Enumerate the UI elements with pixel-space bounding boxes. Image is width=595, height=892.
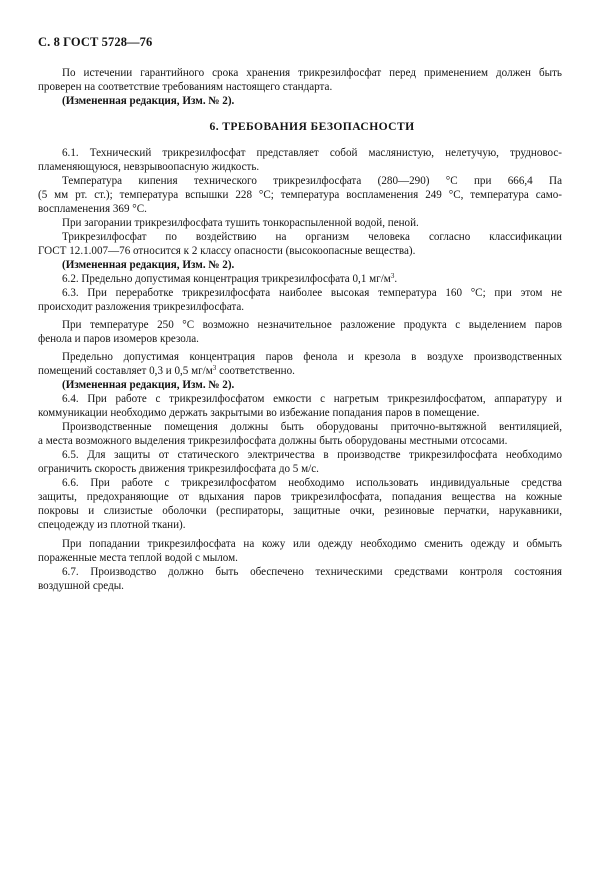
page-running-title: С. 8 ГОСТ 5728—76	[38, 35, 153, 49]
text-line: фенола и паров изомеров крезола.	[38, 333, 199, 345]
text-line: Предельно допустимая концентрация паров фенола и крезола в воздухе производственных	[62, 351, 562, 363]
paragraph-6-1	[38, 146, 562, 174]
text-tail: .	[394, 273, 398, 285]
paragraph-temperatures	[38, 174, 562, 216]
text-line: 6.4. При работе с трикрезилфосфатом емкости с нагретым трикрезилфосфатом, аппаратуру и	[62, 393, 562, 405]
paragraph-phenol-cresol	[38, 350, 562, 378]
section-heading: 6. ТРЕБОВАНИЯ БЕЗОПАСНОСТИ	[209, 120, 415, 133]
text-line-wrap	[38, 364, 562, 378]
paragraph-6-3	[38, 286, 562, 314]
text-line: происходит разложения трикрезилфосфата.	[38, 301, 245, 313]
paragraph-6-6	[38, 476, 562, 532]
paragraph-6-4	[38, 392, 562, 420]
superscript: 3	[390, 272, 395, 280]
text-line: 6.2. Предельно допустимая концентрация трикрезилфосфата 0,1 мг/м	[62, 273, 391, 285]
paragraph-decomposition	[38, 318, 562, 346]
paragraph-skin-contact	[38, 537, 562, 565]
text-line: Трикрезилфосфат по воздействию на организм человека согласно классификации	[62, 231, 562, 243]
paragraph-6-7	[38, 565, 562, 593]
text-line: воспламенения 369 °С.	[38, 203, 147, 215]
text-line: 6.7. Производство должно быть обеспечено техническими средствами контроля состояния	[62, 566, 562, 578]
text-line: 6.6. При работе с трикрезилфосфатом необходимо использовать индивидуальные средства	[62, 477, 562, 489]
paragraph-6-5	[38, 448, 562, 476]
text-line: воздушной среды.	[38, 580, 124, 592]
paragraph-ventilation	[38, 420, 562, 448]
text-line: покровы и слизистые оболочки (респираторы, защитные очки, резиновые перчатки, нарукавники,	[38, 505, 562, 517]
text-line: По истечении гарантийного срока хранения трикрезилфосфат перед применением должен быть	[62, 67, 562, 79]
paragraph-fire	[62, 216, 562, 230]
paragraph-6-2	[62, 272, 562, 286]
text-line: ограничить скорость движения трикрезилфосфата до 5 м/с.	[38, 463, 319, 475]
paragraph-warranty	[38, 66, 562, 94]
text-line: спецодежду из плотной ткани).	[38, 519, 186, 531]
superscript: 3	[212, 364, 217, 372]
text-line: При температуре 250 °С возможно незначительное разложение продукта с выделением паров	[62, 319, 562, 331]
edit-note: (Измененная редакция, Изм. № 2).	[62, 259, 235, 271]
text-line: помещений составляет 0,3 и 0,5 мг/м	[38, 365, 213, 377]
text-line: (5 мм рт. ст.); температура вспышки 228 °С; температура воспламенения 249 °С, температура само-	[38, 189, 562, 201]
text-line: ГОСТ 12.1.007—76 относится к 2 классу опасности (высокоопасные вещества).	[38, 245, 416, 257]
paragraph-hazard-class	[38, 230, 562, 258]
text-line: защиты, предохраняющие от вдыхания паров трикрезилфосфата, попадания вещества на кожные	[38, 491, 562, 503]
text-tail: соответственно.	[216, 365, 295, 377]
text-line: 6.1. Технический трикрезилфосфат представляет собой маслянистую, нелетучую, трудновос-	[62, 147, 562, 159]
edit-note: (Измененная редакция, Изм. № 2).	[62, 379, 235, 391]
text-line: При попадании трикрезилфосфата на кожу или одежду необходимо сменить одежду и обмыть	[62, 538, 562, 550]
text-line: проверен на соответствие требованиям настоящего стандарта.	[38, 81, 333, 93]
text-line: Температура кипения технического трикрезилфосфата (280—290) °С при 666,4 Па	[62, 175, 562, 187]
text-line: коммуникации необходимо держать закрытыми во избежание попадания паров в помещение.	[38, 407, 480, 419]
text-line: При загорании трикрезилфосфата тушить тонкораспыленной водой, пеной.	[62, 217, 419, 229]
text-line: пламеняющуюся, невзрывоопасную жидкость.	[38, 161, 260, 173]
edit-note: (Измененная редакция, Изм. № 2).	[62, 95, 235, 107]
text-line: Производственные помещения должны быть оборудованы приточно-вытяжной вентиляцией,	[62, 421, 562, 433]
text-line: а места возможного выделения трикрезилфосфата должны быть оборудованы местными отсосами.	[38, 435, 508, 447]
document-body	[38, 66, 562, 593]
text-line: пораженные места теплой водой с мылом.	[38, 552, 238, 564]
text-line: 6.3. При переработке трикрезилфосфата наиболее высокая температура 160 °С; при этом не	[62, 287, 562, 299]
text-line: 6.5. Для защиты от статического электричества в производстве трикрезилфосфата необходимо	[62, 449, 562, 461]
